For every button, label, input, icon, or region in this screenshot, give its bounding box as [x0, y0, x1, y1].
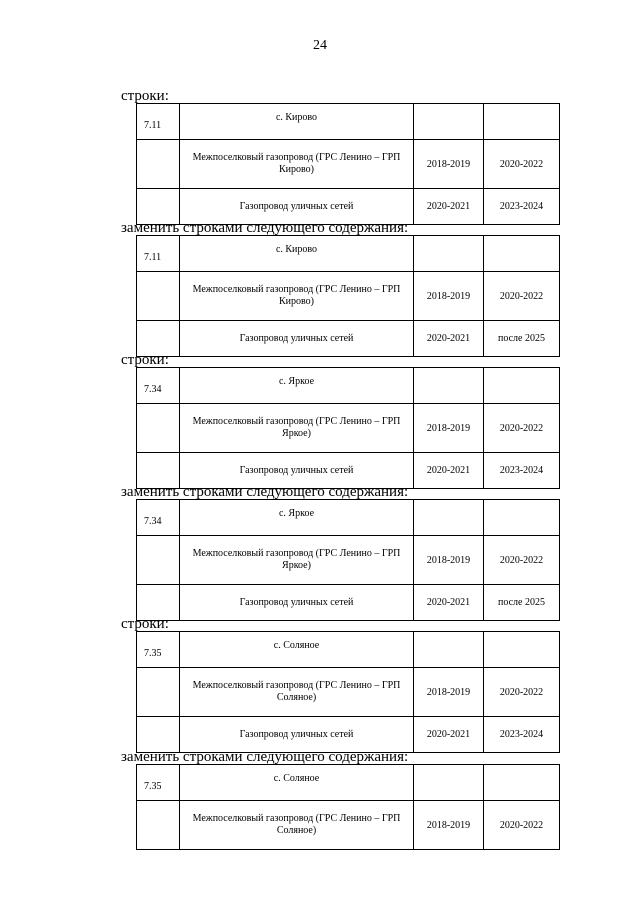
years-construction [484, 368, 560, 404]
years-design: 2020-2021 [414, 321, 484, 357]
years-construction: после 2025 [484, 321, 560, 357]
years-design: 2018-2019 [414, 140, 484, 189]
row-number: 7.11 [137, 236, 180, 272]
row-number [137, 668, 180, 717]
settlement-name: с. Соляное [180, 632, 414, 668]
object-name: Газопровод уличных сетей [180, 717, 414, 753]
section-intro: строки: [121, 352, 169, 368]
row-number [137, 717, 180, 753]
years-construction: 2020-2022 [484, 272, 560, 321]
years-construction [484, 632, 560, 668]
section-intro: заменить строками следующего содержания: [121, 749, 409, 765]
object-name: Межпоселковый газопровод (ГРС Ленино – ГРП Кирово) [180, 140, 414, 189]
settlement-name: с. Кирово [180, 236, 414, 272]
section-intro: строки: [121, 616, 169, 632]
amendment-table [136, 764, 560, 850]
table-row [137, 104, 560, 140]
years-design [414, 104, 484, 140]
years-construction [484, 765, 560, 801]
table-row [137, 668, 560, 717]
years-design: 2018-2019 [414, 272, 484, 321]
years-construction [484, 104, 560, 140]
years-construction [484, 236, 560, 272]
years-design [414, 632, 484, 668]
table-row [137, 585, 560, 621]
section-intro: заменить строками следующего содержания: [121, 220, 409, 236]
settlement-name: с. Яркое [180, 500, 414, 536]
amendment-table [136, 367, 560, 489]
object-name: Межпоселковый газопровод (ГРС Ленино – ГРП Кирово) [180, 272, 414, 321]
settlement-name: с. Яркое [180, 368, 414, 404]
table-row [137, 236, 560, 272]
object-name: Газопровод уличных сетей [180, 189, 414, 225]
years-design: 2020-2021 [414, 453, 484, 489]
object-name: Газопровод уличных сетей [180, 453, 414, 489]
years-construction: 2023-2024 [484, 189, 560, 225]
years-construction: 2023-2024 [484, 453, 560, 489]
row-number [137, 272, 180, 321]
years-design: 2018-2019 [414, 668, 484, 717]
section-intro: заменить строками следующего содержания: [121, 484, 409, 500]
row-number [137, 801, 180, 850]
years-construction: 2020-2022 [484, 668, 560, 717]
row-number: 7.35 [137, 632, 180, 668]
row-number [137, 404, 180, 453]
years-design: 2020-2021 [414, 717, 484, 753]
object-name: Межпоселковый газопровод (ГРС Ленино – ГРП Яркое) [180, 404, 414, 453]
row-number: 7.34 [137, 500, 180, 536]
years-construction: после 2025 [484, 585, 560, 621]
page-number: 24 [313, 38, 327, 53]
section-intro: строки: [121, 88, 169, 104]
row-number: 7.35 [137, 765, 180, 801]
table-row [137, 536, 560, 585]
years-design: 2020-2021 [414, 585, 484, 621]
years-design [414, 765, 484, 801]
years-construction: 2020-2022 [484, 140, 560, 189]
years-construction: 2020-2022 [484, 536, 560, 585]
table-row [137, 368, 560, 404]
table-row [137, 272, 560, 321]
table-row [137, 140, 560, 189]
table-row [137, 321, 560, 357]
years-design [414, 500, 484, 536]
table-row [137, 765, 560, 801]
settlement-name: с. Соляное [180, 765, 414, 801]
amendment-table [136, 499, 560, 621]
table-row [137, 801, 560, 850]
amendment-table [136, 631, 560, 753]
table-row [137, 404, 560, 453]
settlement-name: с. Кирово [180, 104, 414, 140]
object-name: Межпоселковый газопровод (ГРС Ленино – ГРП Соляное) [180, 801, 414, 850]
years-construction: 2020-2022 [484, 801, 560, 850]
years-design: 2018-2019 [414, 801, 484, 850]
years-design: 2018-2019 [414, 536, 484, 585]
table-row [137, 500, 560, 536]
years-construction: 2020-2022 [484, 404, 560, 453]
years-design: 2018-2019 [414, 404, 484, 453]
amendment-table [136, 103, 560, 225]
object-name: Межпоселковый газопровод (ГРС Ленино – ГРП Соляное) [180, 668, 414, 717]
years-construction: 2023-2024 [484, 717, 560, 753]
row-number [137, 536, 180, 585]
object-name: Межпоселковый газопровод (ГРС Ленино – ГРП Яркое) [180, 536, 414, 585]
row-number: 7.34 [137, 368, 180, 404]
table-row [137, 632, 560, 668]
years-construction [484, 500, 560, 536]
years-design [414, 368, 484, 404]
years-design [414, 236, 484, 272]
row-number [137, 140, 180, 189]
object-name: Газопровод уличных сетей [180, 321, 414, 357]
amendment-table [136, 235, 560, 357]
row-number: 7.11 [137, 104, 180, 140]
object-name: Газопровод уличных сетей [180, 585, 414, 621]
table-row [137, 717, 560, 753]
years-design: 2020-2021 [414, 189, 484, 225]
